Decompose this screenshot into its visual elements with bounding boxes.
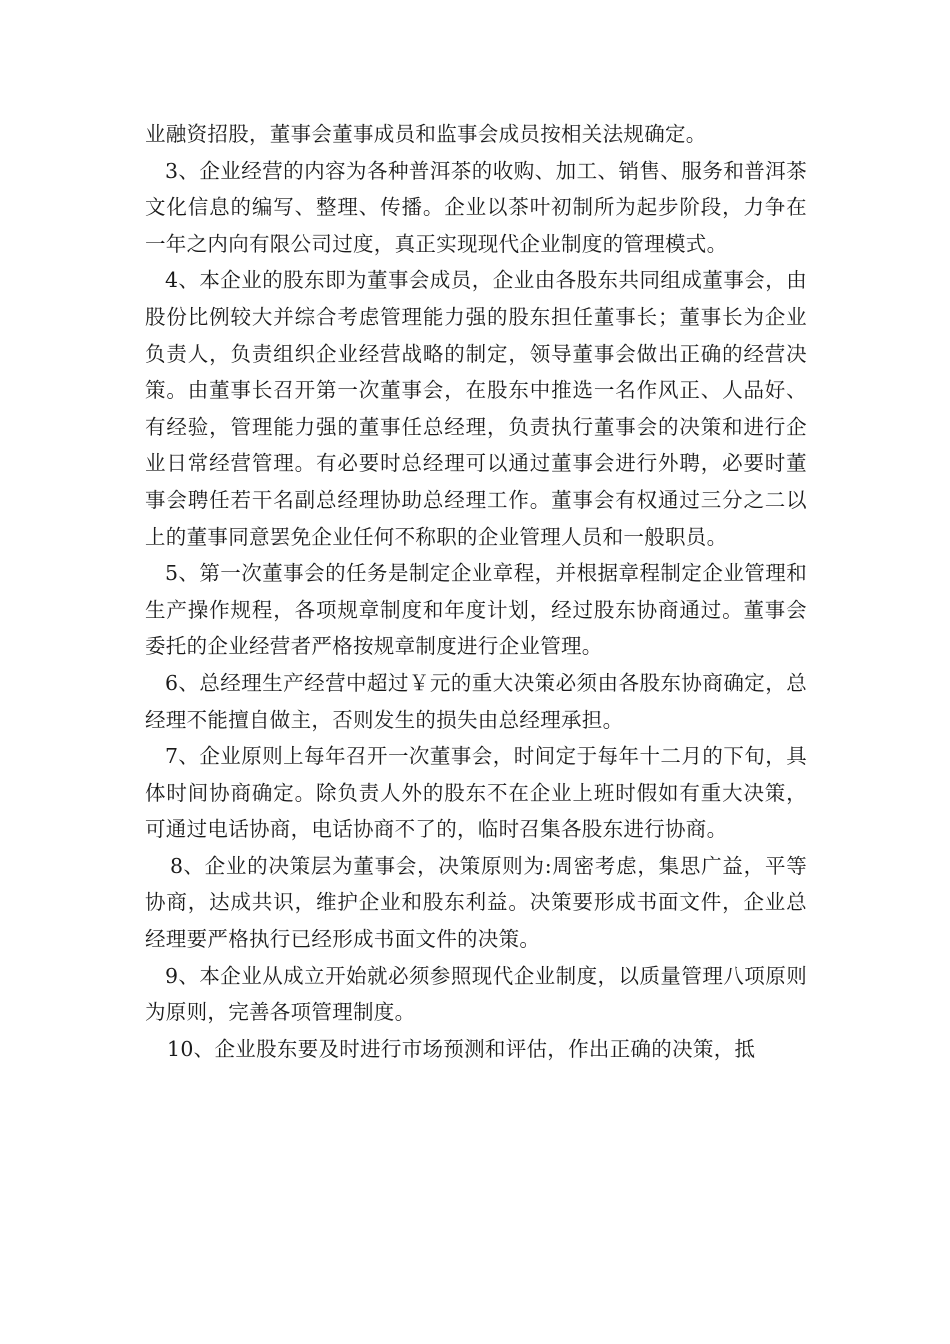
paragraph-number: 10、 xyxy=(167,1036,215,1061)
paragraph-4 xyxy=(145,262,807,555)
paragraph-3 xyxy=(145,153,807,263)
paragraph-number: 7、 xyxy=(165,744,200,769)
paragraph-7 xyxy=(145,738,807,848)
paragraph-8 xyxy=(145,848,807,958)
paragraph-text: 企业经营的内容为各种普洱茶的收购、加工、销售、服务和普洱茶文化信息的编写、整理、传播。企业以茶叶初制所为起步阶段，力争在一年之内向有限公司过度，真正实现现代企业制度的管理模式。 xyxy=(145,158,807,256)
paragraph-text: 企业股东要及时进行市场预测和评估，作出正确的决策，抵 xyxy=(214,1036,756,1061)
paragraph-continuation xyxy=(145,116,807,153)
paragraph-text: 企业的决策层为董事会，决策原则为:周密考虑，集思广益，平等协商，达成共识，维护企业和股东利益。决策要形成书面文件，企业总经理要严格执行已经形成书面文件的决策。 xyxy=(145,853,807,952)
paragraph-9 xyxy=(145,958,807,1031)
paragraph-number: 5、 xyxy=(165,561,200,586)
paragraph-text: 第一次董事会的任务是制定企业章程，并根据章程制定企业管理和生产操作规程，各项规章制度和年度计划，经过股东协商通过。董事会委托的企业经营者严格按规章制度进行企业管理。 xyxy=(145,561,807,659)
paragraph-number: 3、 xyxy=(165,158,200,183)
paragraph-text: 本企业的股东即为董事会成员，企业由各股东共同组成董事会，由股份比例较大并综合考虑管理能力强的股东担任董事长；董事长为企业负责人，负责组织企业经营战略的制定，领导董事会做出正确的经营决策。由董事长召开第一次董事会，在股东中推选一名作风正、人品好、有经验，管理能力强的董事任总经理，负责执行董事会的决策和进行企业日常经营管理。有必要时总经理可以通过董事会进行外聘，必要时董事会聘任若干名副总经理协助总经理工作。董事会有权通过三分之二以上的董事同意罢免企业任何不称职的企业管理人员和一般职员。 xyxy=(145,268,807,549)
paragraph-text: 本企业从成立开始就必须参照现代企业制度，以质量管理八项原则为原则，完善各项管理制度。 xyxy=(145,963,807,1025)
paragraph-number: 8、 xyxy=(170,853,205,878)
paragraph-number: 6、 xyxy=(165,670,200,695)
paragraph-number: 4、 xyxy=(165,268,200,293)
paragraph-text: 业融资招股，董事会董事成员和监事会成员按相关法规确定。 xyxy=(145,122,707,146)
document-body xyxy=(145,116,807,1067)
paragraph-text: 总经理生产经营中超过￥元的重大决策必须由各股东协商确定，总经理不能擅自做主，否则发生的损失由总经理承担。 xyxy=(145,670,807,732)
paragraph-text: 企业原则上每年召开一次董事会，时间定于每年十二月的下旬，具体时间协商确定。除负责人外的股东不在企业上班时假如有重大决策，可通过电话协商，电话协商不了的，临时召集各股东进行协商。 xyxy=(145,744,807,842)
paragraph-number: 9、 xyxy=(165,963,200,988)
paragraph-6 xyxy=(145,665,807,738)
paragraph-5 xyxy=(145,555,807,665)
paragraph-10 xyxy=(145,1031,807,1068)
